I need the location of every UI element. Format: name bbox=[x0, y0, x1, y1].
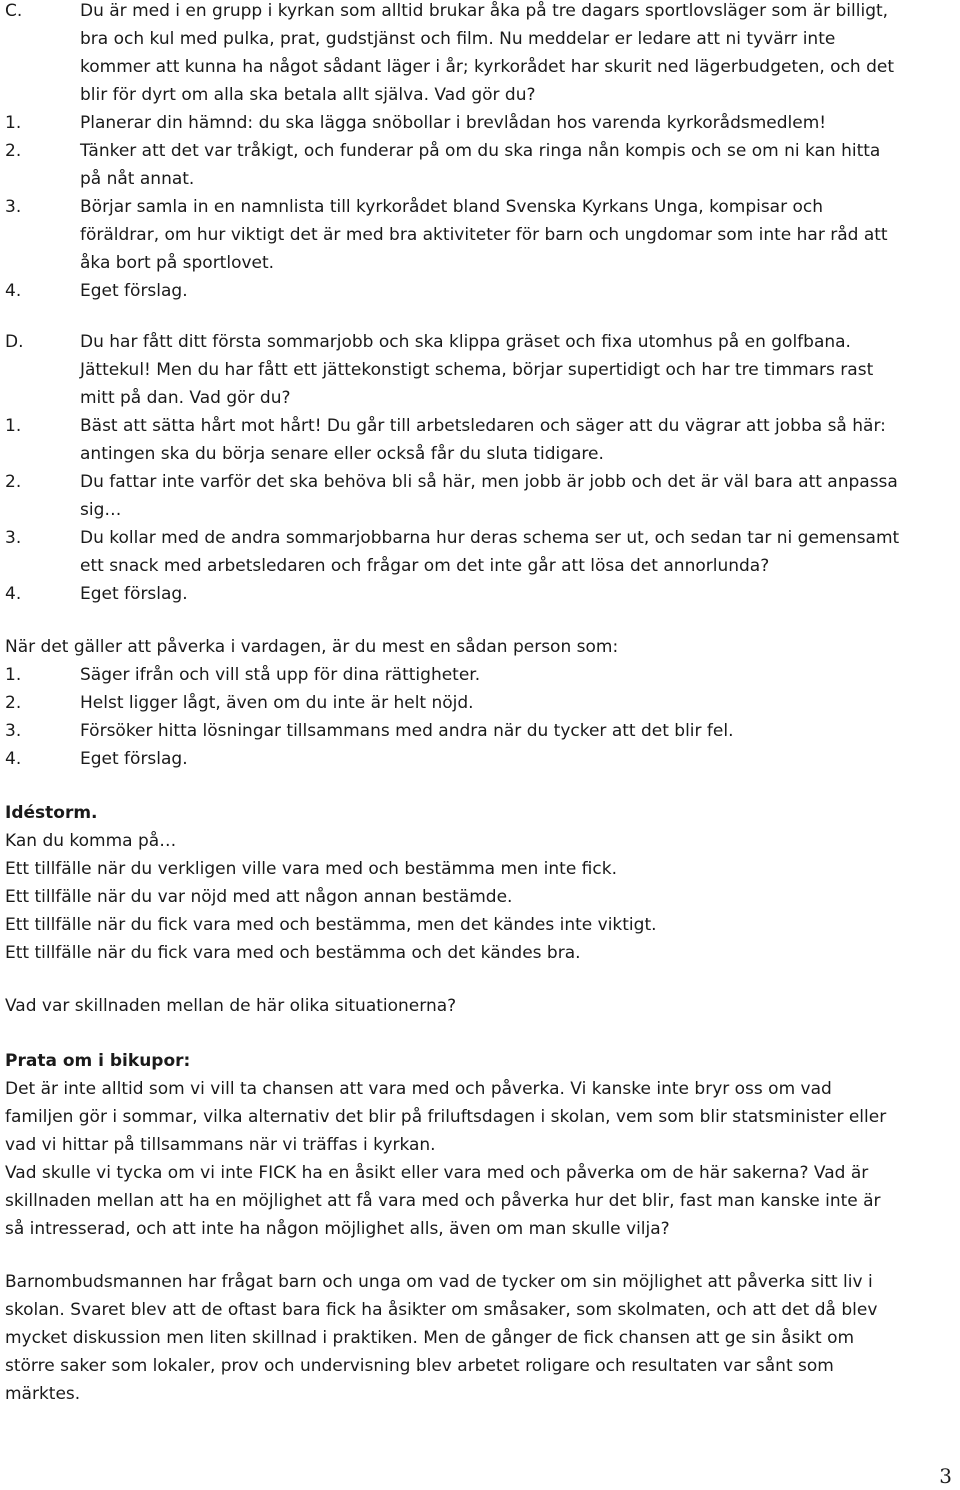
pair-talk-line: Det är inte alltid som vi vill ta chansen att vara med och påverka. Vi kanske inte bryr oss om vad bbox=[5, 1079, 832, 1099]
section-d-intro bbox=[5, 328, 953, 412]
option-text: åka bort på sportlovet. bbox=[80, 253, 275, 273]
option-text: Du fattar inte varför det ska behöva bli så här, men jobb är jobb och det är väl bara att anpassa bbox=[80, 472, 898, 492]
ombudsman-line: märktes. bbox=[5, 1384, 81, 1404]
ombudsman-line: mycket diskussion men liten skillnad i praktiken. Men de gånger de fick chansen att ge sin åsikt om bbox=[5, 1328, 855, 1348]
brainstorm-line: Ett tillfälle när du var nöjd med att någon annan bestämde. bbox=[5, 887, 513, 907]
option-number: 1. bbox=[5, 665, 22, 685]
ombudsman-line: större saker som lokaler, prov och undervisning blev arbetet roligare och resultaten var sånt som bbox=[5, 1356, 834, 1376]
influence-section bbox=[5, 633, 953, 773]
section-d-marker: D. bbox=[5, 332, 24, 352]
brainstorm-line: Ett tillfälle när du verkligen ville vara med och bestämma men inte fick. bbox=[5, 859, 617, 879]
option-text: Eget förslag. bbox=[80, 281, 188, 301]
ombudsman-line: skolan. Svaret blev att de oftast bara fick ha åsikter om småsaker, som skolmaten, och att det då blev bbox=[5, 1300, 878, 1320]
brainstorm-line: Ett tillfälle när du fick vara med och bestämma, men det kändes inte viktigt. bbox=[5, 915, 657, 935]
brainstorm-question-block bbox=[5, 992, 953, 1020]
option-text: Säger ifrån och vill stå upp för dina rättigheter. bbox=[80, 665, 481, 685]
option-text: på nåt annat. bbox=[80, 169, 195, 189]
option-number: 4. bbox=[5, 749, 22, 769]
section-d-line: Jättekul! Men du har fått ett jättekonstigt schema, börjar supertidigt och har tre timmars rast bbox=[80, 360, 874, 380]
brainstorm-line: Kan du komma på… bbox=[5, 831, 177, 851]
influence-option-4 bbox=[5, 745, 953, 773]
ombudsman-line: Barnombudsmannen har frågat barn och unga om vad de tycker om sin möjlighet att påverka sitt liv i bbox=[5, 1272, 873, 1292]
section-d-line: Du har fått ditt första sommarjobb och ska klippa gräset och fixa utomhus på en golfbana. bbox=[80, 332, 851, 352]
section-c-line: Du är med i en grupp i kyrkan som alltid brukar åka på tre dagars sportlovsläger som är billigt, bbox=[80, 1, 889, 21]
brainstorm-heading: Idéstorm. bbox=[5, 803, 98, 823]
influence-option-3 bbox=[5, 717, 953, 745]
option-text: Eget förslag. bbox=[80, 584, 188, 604]
brainstorm-section bbox=[5, 799, 953, 967]
section-d-option-4 bbox=[5, 580, 953, 608]
page-number: 3 bbox=[939, 1464, 952, 1488]
section-d-option-2 bbox=[5, 468, 953, 524]
section-c-line: blir för dyrt om alla ska betala allt själva. Vad gör du? bbox=[80, 85, 536, 105]
pair-talk-section bbox=[5, 1047, 953, 1243]
option-text: Eget förslag. bbox=[80, 749, 188, 769]
section-c bbox=[5, 0, 953, 305]
option-number: 2. bbox=[5, 472, 22, 492]
section-d bbox=[5, 328, 953, 608]
option-text: sig… bbox=[80, 500, 122, 520]
brainstorm-line: Ett tillfälle när du fick vara med och bestämma och det kändes bra. bbox=[5, 943, 581, 963]
section-c-marker: C. bbox=[5, 1, 23, 21]
option-text: Helst ligger lågt, även om du inte är helt nöjd. bbox=[80, 693, 474, 713]
pair-talk-line: vad vi hittar på tillsammans när vi träffas i kyrkan. bbox=[5, 1135, 436, 1155]
section-c-option-4 bbox=[5, 277, 953, 305]
section-c-intro bbox=[5, 0, 953, 109]
section-d-line: mitt på dan. Vad gör du? bbox=[80, 388, 291, 408]
influence-question: När det gäller att påverka i vardagen, är du mest en sådan person som: bbox=[5, 637, 619, 657]
option-number: 2. bbox=[5, 141, 22, 161]
option-text: ett snack med arbetsledaren och frågar om det inte går att lösa det annorlunda? bbox=[80, 556, 770, 576]
option-text: Försöker hitta lösningar tillsammans med andra när du tycker att det blir fel. bbox=[80, 721, 734, 741]
pair-talk-line: Vad skulle vi tycka om vi inte FICK ha en åsikt eller vara med och påverka om de här sakerna? Vad är bbox=[5, 1163, 869, 1183]
option-number: 4. bbox=[5, 281, 22, 301]
option-number: 4. bbox=[5, 584, 22, 604]
option-number: 3. bbox=[5, 197, 22, 217]
option-text: Du kollar med de andra sommarjobbarna hur deras schema ser ut, och sedan tar ni gemensamt bbox=[80, 528, 900, 548]
pair-talk-heading: Prata om i bikupor: bbox=[5, 1051, 191, 1071]
influence-option-2 bbox=[5, 689, 953, 717]
section-c-option-1 bbox=[5, 109, 953, 137]
pair-talk-line: familjen gör i sommar, vilka alternativ det blir på friluftsdagen i skolan, vem som blir statsminister eller bbox=[5, 1107, 887, 1127]
section-c-option-3 bbox=[5, 193, 953, 277]
option-number: 2. bbox=[5, 693, 22, 713]
option-number: 1. bbox=[5, 113, 22, 133]
option-number: 1. bbox=[5, 416, 22, 436]
option-text: Börjar samla in en namnlista till kyrkorådet bland Svenska Kyrkans Unga, kompisar och bbox=[80, 197, 824, 217]
pair-talk-line: så intresserad, och att inte ha någon möjlighet alls, även om man skulle vilja? bbox=[5, 1219, 670, 1239]
option-number: 3. bbox=[5, 528, 22, 548]
section-d-option-3 bbox=[5, 524, 953, 580]
option-number: 3. bbox=[5, 721, 22, 741]
section-c-option-2 bbox=[5, 137, 953, 193]
section-d-option-1 bbox=[5, 412, 953, 468]
section-c-line: kommer att kunna ha något sådant läger i år; kyrkorådet har skurit ned lägerbudgeten, och det bbox=[80, 57, 894, 77]
option-text: Tänker att det var tråkigt, och funderar på om du ska ringa nån kompis och se om ni kan hitta bbox=[80, 141, 881, 161]
option-text: föräldrar, om hur viktigt det är med bra aktiviteter för barn och ungdomar som inte har råd att bbox=[80, 225, 888, 245]
brainstorm-question: Vad var skillnaden mellan de här olika situationerna? bbox=[5, 996, 457, 1016]
section-c-line: bra och kul med pulka, prat, gudstjänst och film. Nu meddelar er ledare att ni tyvärr inte bbox=[80, 29, 836, 49]
option-text: Bäst att sätta hårt mot hårt! Du går till arbetsledaren och säger att du vägrar att jobba så här: bbox=[80, 416, 886, 436]
pair-talk-line: skillnaden mellan att ha en möjlighet att få vara med och påverka hur det blir, fast man kanske inte är bbox=[5, 1191, 881, 1211]
option-text: antingen ska du börja senare eller också får du sluta tidigare. bbox=[80, 444, 604, 464]
ombudsman-section bbox=[5, 1268, 953, 1408]
option-text: Planerar din hämnd: du ska lägga snöbollar i brevlådan hos varenda kyrkorådsmedlem! bbox=[80, 113, 827, 133]
influence-option-1 bbox=[5, 661, 953, 689]
